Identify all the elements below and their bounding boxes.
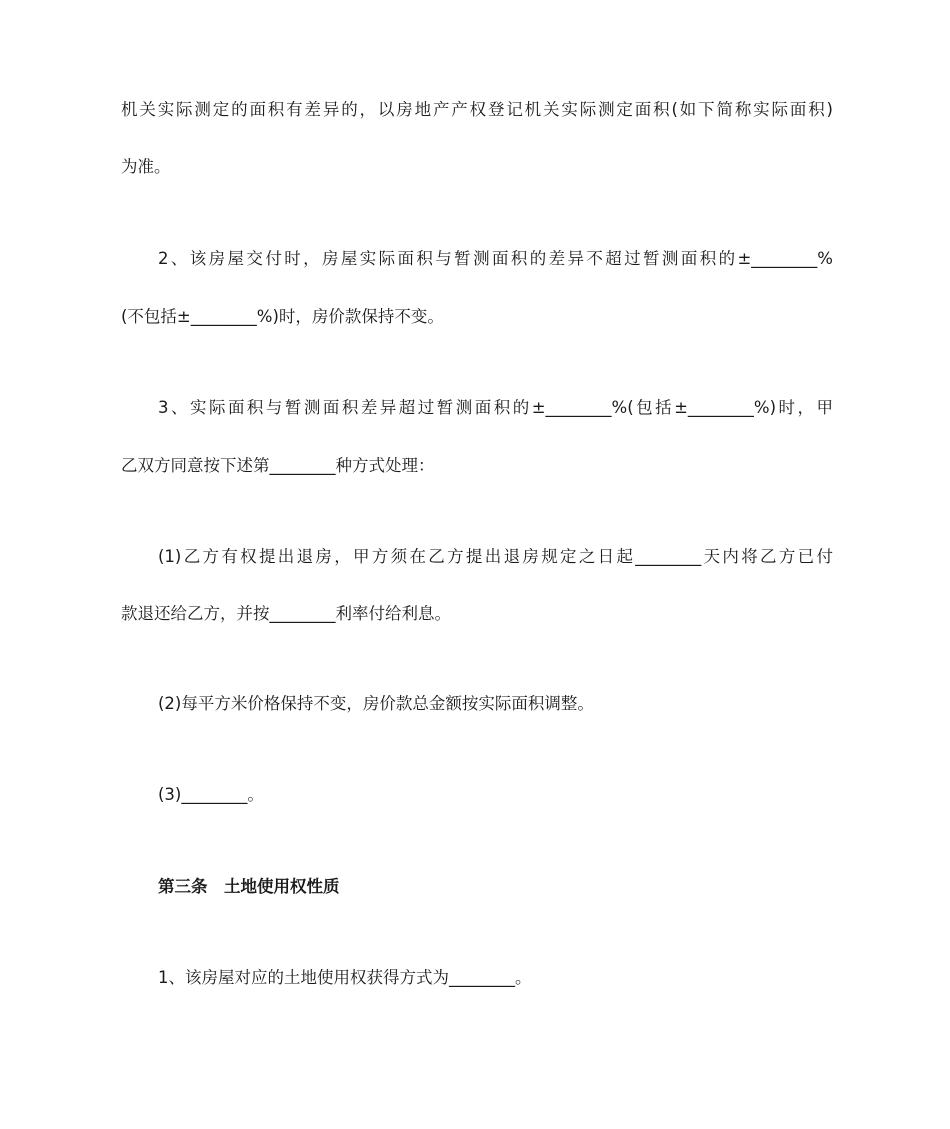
clause-2-line-2: (不包括±________%)时，房价款保持不变。 [121,307,444,326]
clause-3-line-1: 3、实际面积与暂测面积差异超过暂测面积的±________%(包括±________%)时，甲 [158,398,833,417]
clause-3-line-2: 乙双方同意按下述第________种方式处理： [121,456,435,475]
option-3: (3)________。 [158,785,264,804]
article-3-heading: 第三条 土地使用权性质 [158,877,340,896]
text-line-1: 机关实际测定的面积有差异的，以房地产产权登记机关实际测定面积(如下简称实际面积) [121,100,833,119]
option-1-line-1: (1)乙方有权提出退房，甲方须在乙方提出退房规定之日起________天内将乙方已付 [158,547,833,566]
clause-2-line-1: 2、该房屋交付时，房屋实际面积与暂测面积的差异不超过暂测面积的±________% [158,249,833,268]
option-2: (2)每平方米价格保持不变，房价款总金额按实际面积调整。 [158,694,594,713]
article-3-clause-1: 1、该房屋对应的土地使用权获得方式为________。 [158,968,532,987]
text-line-2: 为准。 [121,157,171,176]
option-1-line-2: 款退还给乙方，并按________利率付给利息。 [121,604,451,623]
